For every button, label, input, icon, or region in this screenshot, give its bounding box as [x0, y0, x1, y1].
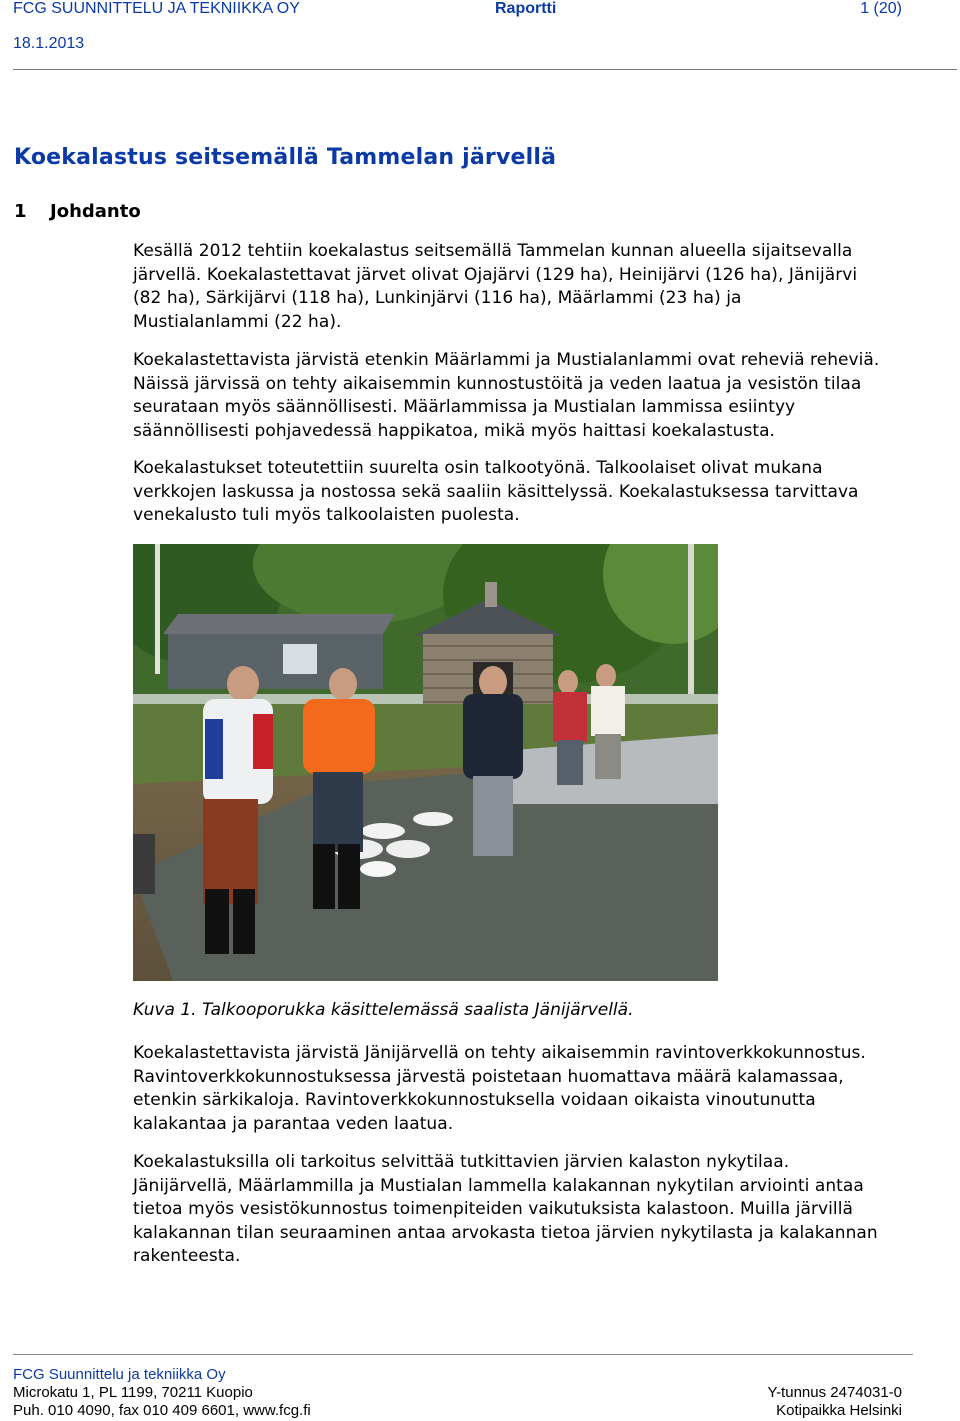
footer-business-id: Y-tunnus 2474031-0: [767, 1384, 902, 1401]
header-page-number: 1 (20): [860, 0, 902, 17]
paragraph-foodweb-restoration: Koekalastettavista järvistä Jänijärvellä on tehty aikaisemmin ravintoverkkokunnostus. Ravintoverkkokunnostuksessa järvestä poistetaan huomattava määrä kalamassaa, etenkin särkikaloja. Ravintoverkkokunnostuksella voidaan oikaista vinoutunutta kalakantaa ja parantaa veden laatua.: [133, 1043, 866, 1134]
header-divider: [13, 69, 957, 70]
header-company: FCG SUUNNITTELU JA TEKNIIKKA OY: [13, 0, 300, 17]
figure-caption: Kuva 1. Talkooporukka käsittelemässä saalista Jänijärvellä.: [133, 1000, 634, 1020]
paragraph-eutrophic-lakes: Koekalastettavista järvistä etenkin Määrlammi ja Mustialanlammi ovat reheviä reheviä. Näissä järvissä on tehty aikaisemmin kunnostustöitä ja veden laatua ja vesistön tilaa seurataan myös säännöllisesti. Määrlammissa ja Mustialan lammissa esiintyy säännöllisesti pohjavedessä happikatoa, mikä myös haittasi koekalastusta.: [133, 350, 880, 441]
paragraph-purpose: Koekalastuksilla oli tarkoitus selvittää tutkittavien järvien kalaston nykytilaa. Jänijärvellä, Määrlammilla ja Mustialan lammella kalakannan nykytilan arviointi antaa tietoa myös vesistökunnostus toimenpiteiden vaikutuksista kalastoon. Muilla järvillä kalakannan tilan seuraaminen antaa arvokasta tietoa järvien nykytilasta ja kalakannan rakenteesta.: [133, 1152, 878, 1267]
footer-divider: [13, 1354, 913, 1355]
photo-illustration: [133, 544, 718, 981]
paragraph-volunteers: Koekalastukset toteutettiin suurelta osin talkootyönä. Talkoolaiset olivat mukana verkkojen laskussa ja nostossa sekä saaliin käsittelyssä. Koekalastuksessa tarvittava venekalusto tuli myös talkoolaisten puolesta.: [133, 458, 859, 526]
footer-domicile: Kotipaikka Helsinki: [776, 1402, 902, 1419]
paragraph-intro: Kesällä 2012 tehtiin koekalastus seitsemällä Tammelan kunnan alueella sijaitsevalla järvellä. Koekalastettavat järvet olivat Ojajärvi (129 ha), Heinijärvi (126 ha), Jänijärvi (82 ha), Särkijärvi (118 ha), Lunkinjärvi (116 ha), Määrlammi (23 ha) ja Mustialanlammi (22 ha).: [133, 241, 858, 332]
footer-address: Microkatu 1, PL 1199, 70211 Kuopio: [13, 1384, 253, 1401]
section-number: 1: [14, 201, 27, 222]
section-heading: [14, 201, 141, 222]
header-date: 18.1.2013: [13, 35, 85, 52]
footer-contact: Puh. 010 4090, fax 010 409 6601, www.fcg.fi: [13, 1402, 311, 1419]
photo-volunteers-handling-catch: [133, 544, 718, 981]
page-header: [13, 0, 902, 22]
document-title: Koekalastus seitsemällä Tammelan järvellä: [14, 145, 557, 170]
footer-company: FCG Suunnittelu ja tekniikka Oy: [13, 1366, 226, 1383]
header-doc-type: Raportti: [495, 0, 557, 17]
section-title: Johdanto: [50, 201, 141, 222]
